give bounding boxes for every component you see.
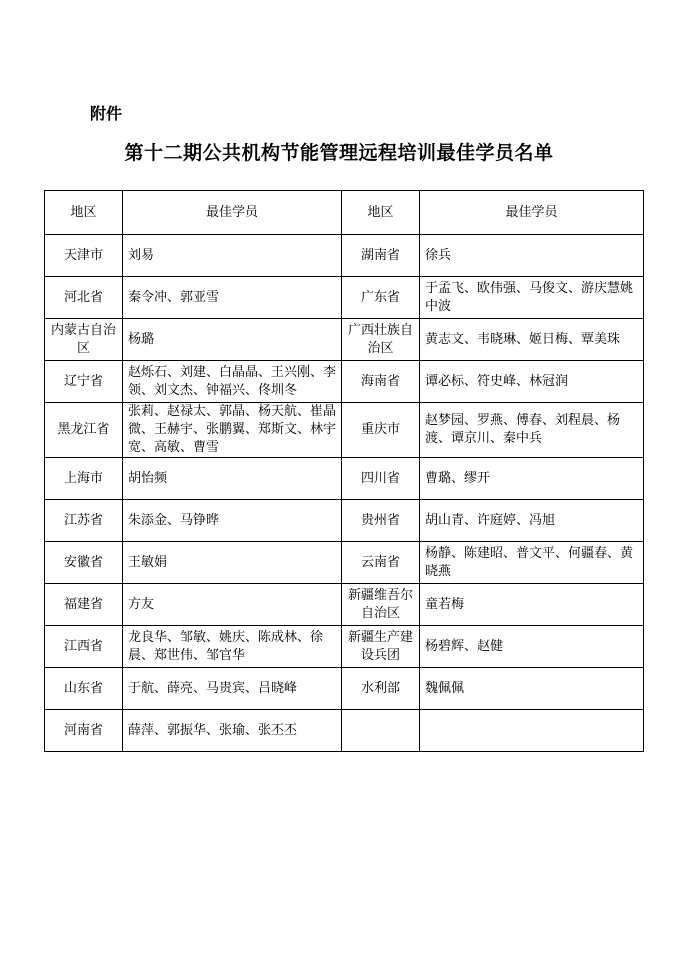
table-row bbox=[45, 403, 644, 458]
names-cell: 张莉、赵禄太、郭晶、杨天航、崔晶微、王赫宇、张鹏翼、郑斯文、林宇宽、高敏、曹雪 bbox=[123, 403, 342, 458]
region-cell: 江苏省 bbox=[45, 500, 123, 542]
table-row bbox=[45, 710, 644, 752]
names-cell: 刘易 bbox=[123, 235, 342, 277]
names-cell: 胡山青、许庭婷、冯旭 bbox=[420, 500, 644, 542]
region-cell: 山东省 bbox=[45, 668, 123, 710]
names-cell: 杨璐 bbox=[123, 319, 342, 361]
names-cell: 于航、薛亮、马贵宾、吕晓峰 bbox=[123, 668, 342, 710]
region-cell: 贵州省 bbox=[342, 500, 420, 542]
table-row bbox=[45, 584, 644, 626]
region-cell: 河北省 bbox=[45, 277, 123, 319]
region-cell: 安徽省 bbox=[45, 542, 123, 584]
names-cell: 胡怡频 bbox=[123, 458, 342, 500]
region-cell: 新疆生产建设兵团 bbox=[342, 626, 420, 668]
names-cell: 秦令冲、郭亚雪 bbox=[123, 277, 342, 319]
region-cell: 上海市 bbox=[45, 458, 123, 500]
table-row bbox=[45, 500, 644, 542]
table-row bbox=[45, 668, 644, 710]
names-cell: 赵梦园、罗燕、傅春、刘程晨、杨渡、谭京川、秦中兵 bbox=[420, 403, 644, 458]
names-cell: 魏佩佩 bbox=[420, 668, 644, 710]
header-region-right: 地区 bbox=[342, 191, 420, 235]
page-title: 第十二期公共机构节能管理远程培训最佳学员名单 bbox=[124, 142, 554, 164]
names-cell: 谭必标、符史峰、林冠润 bbox=[420, 361, 644, 403]
header-region-left: 地区 bbox=[45, 191, 123, 235]
table-row bbox=[45, 277, 644, 319]
names-cell: 曹璐、缪开 bbox=[420, 458, 644, 500]
region-cell: 湖南省 bbox=[342, 235, 420, 277]
table-header-row bbox=[45, 191, 644, 235]
names-cell: 杨碧辉、赵健 bbox=[420, 626, 644, 668]
names-cell: 薛萍、郭振华、张瑜、张丕丕 bbox=[123, 710, 342, 752]
table-row bbox=[45, 235, 644, 277]
names-cell bbox=[420, 710, 644, 752]
table-row bbox=[45, 361, 644, 403]
region-cell: 水利部 bbox=[342, 668, 420, 710]
table-row bbox=[45, 626, 644, 668]
attachment-label: 附件 bbox=[90, 104, 123, 123]
region-cell: 天津市 bbox=[45, 235, 123, 277]
header-names-left: 最佳学员 bbox=[123, 191, 342, 235]
table-row bbox=[45, 542, 644, 584]
region-cell: 江西省 bbox=[45, 626, 123, 668]
table-row bbox=[45, 319, 644, 361]
region-cell: 海南省 bbox=[342, 361, 420, 403]
names-cell: 徐兵 bbox=[420, 235, 644, 277]
header-names-right: 最佳学员 bbox=[420, 191, 644, 235]
names-cell: 龙良华、邹敏、姚庆、陈成林、徐晨、郑世伟、邹官华 bbox=[123, 626, 342, 668]
region-cell: 河南省 bbox=[45, 710, 123, 752]
names-cell: 童若梅 bbox=[420, 584, 644, 626]
region-cell: 广西壮族自治区 bbox=[342, 319, 420, 361]
names-cell: 朱添金、马铮晔 bbox=[123, 500, 342, 542]
region-cell: 云南省 bbox=[342, 542, 420, 584]
region-cell: 黑龙江省 bbox=[45, 403, 123, 458]
names-cell: 黄志文、韦晓琳、姬日梅、覃美珠 bbox=[420, 319, 644, 361]
best-students-table bbox=[44, 190, 644, 752]
region-cell: 四川省 bbox=[342, 458, 420, 500]
region-cell: 新疆维吾尔自治区 bbox=[342, 584, 420, 626]
names-cell: 于孟飞、欧伟强、马俊文、游庆慧姚中波 bbox=[420, 277, 644, 319]
names-cell: 方友 bbox=[123, 584, 342, 626]
region-cell: 辽宁省 bbox=[45, 361, 123, 403]
names-cell: 王敏娟 bbox=[123, 542, 342, 584]
region-cell: 广东省 bbox=[342, 277, 420, 319]
table-row bbox=[45, 458, 644, 500]
region-cell: 内蒙古自治区 bbox=[45, 319, 123, 361]
names-cell: 杨静、陈建昭、普文平、何疆春、黄晓燕 bbox=[420, 542, 644, 584]
names-cell: 赵烁石、刘建、白晶晶、王兴刚、李领、刘文杰、钟福兴、佟圳冬 bbox=[123, 361, 342, 403]
region-cell: 重庆市 bbox=[342, 403, 420, 458]
region-cell bbox=[342, 710, 420, 752]
region-cell: 福建省 bbox=[45, 584, 123, 626]
